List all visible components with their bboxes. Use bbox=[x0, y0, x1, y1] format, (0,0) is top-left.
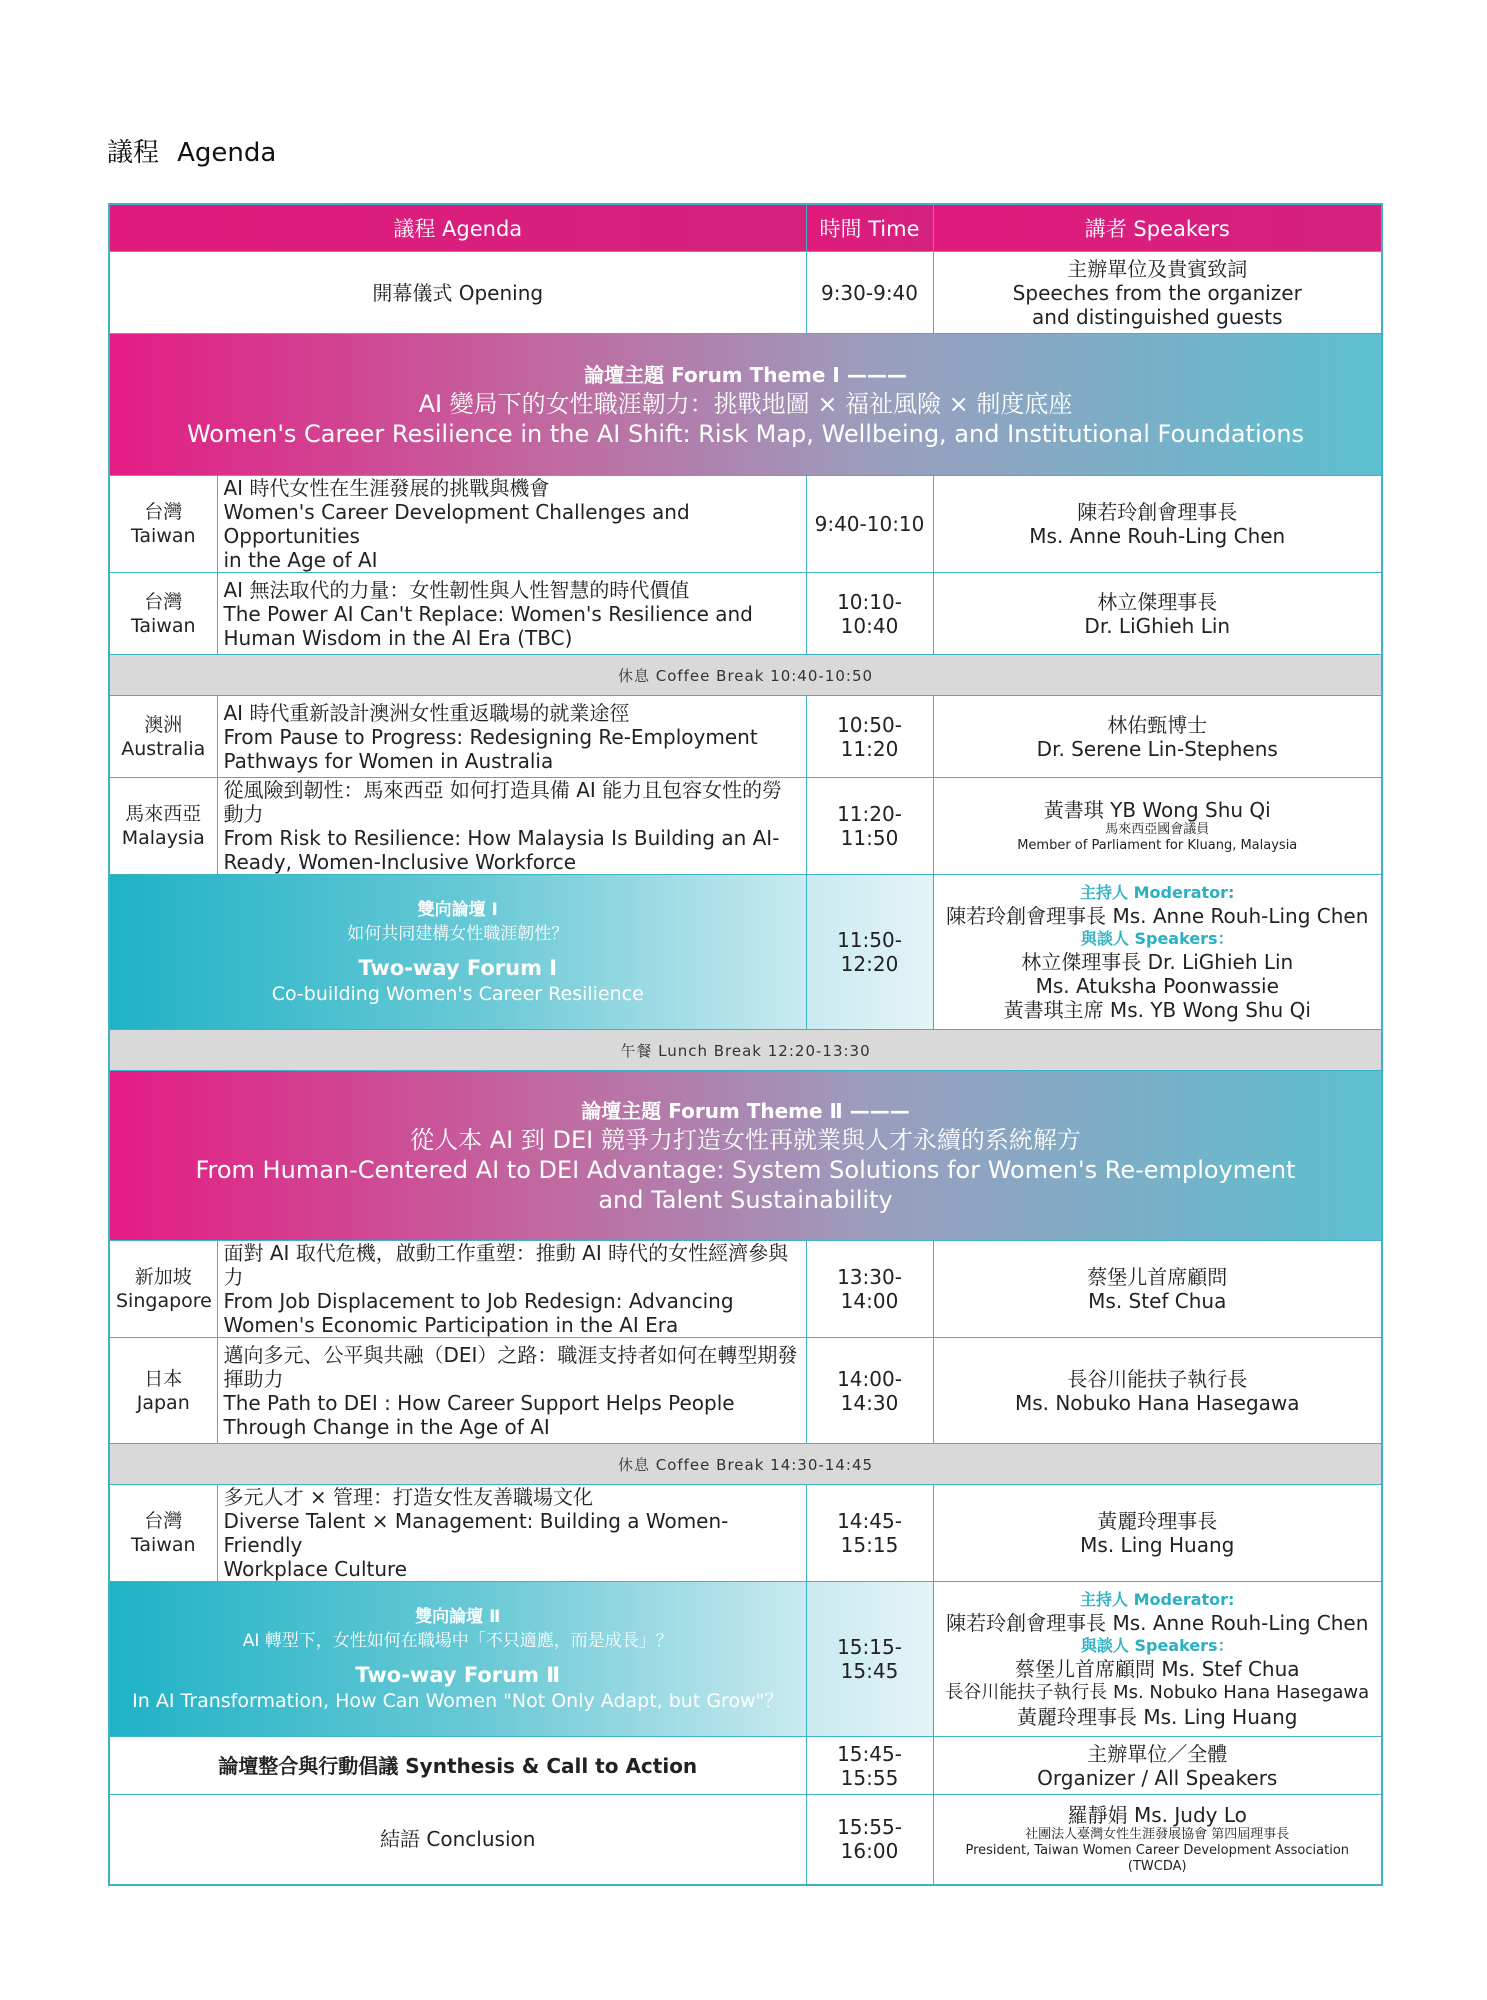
region: 馬來西亞 Malaysia bbox=[109, 778, 217, 875]
session-row bbox=[109, 1485, 1382, 1582]
synthesis-speaker: 主辦單位／全體 Organizer / All Speakers bbox=[933, 1737, 1382, 1795]
conclusion-time: 15:55-16:00 bbox=[806, 1795, 933, 1885]
synthesis-row bbox=[109, 1737, 1382, 1795]
forum-title: 雙向論壇 Ⅱ AI 轉型下，女性如何在職場中「不只適應，而是成長」？ Two-way Forum Ⅱ In AI Transformation, How Can Women "Not Only Adapt, but Grow"？ bbox=[109, 1582, 806, 1737]
session-time: 10:10-10:40 bbox=[806, 573, 933, 655]
opening-row bbox=[109, 252, 1382, 334]
two-way-forum-2 bbox=[109, 1582, 1382, 1737]
session-time: 13:30-14:00 bbox=[806, 1241, 933, 1338]
session-speaker: 陳若玲創會理事長 Ms. Anne Rouh-Ling Chen bbox=[933, 476, 1382, 573]
opening-time: 9:30-9:40 bbox=[806, 252, 933, 334]
coffee-break-row: 休息 Coffee Break 14:30-14:45 bbox=[109, 1444, 1382, 1485]
coffee-break-row: 休息 Coffee Break 10:40-10:50 bbox=[109, 655, 1382, 696]
page-title: 議程 Agenda bbox=[107, 138, 277, 168]
synthesis-title: 論壇整合與行動倡議 Synthesis & Call to Action bbox=[109, 1737, 806, 1795]
session-row bbox=[109, 476, 1382, 573]
conclusion-speaker: 羅靜娟 Ms. Judy Lo 社團法人臺灣女性生涯發展協會 第四屆理事長 President, Taiwan Women Career Development Association (TWCDA) bbox=[933, 1795, 1382, 1885]
region: 日本 Japan bbox=[109, 1338, 217, 1444]
session-title: 多元人才 × 管理：打造女性友善職場文化 Diverse Talent × Management: Building a Women-Friendly Workplace Culture bbox=[217, 1485, 806, 1582]
forum-theme-2 bbox=[109, 1071, 1382, 1241]
session-time: 14:45-15:15 bbox=[806, 1485, 933, 1582]
opening-title: 開幕儀式 Opening bbox=[109, 252, 806, 334]
theme-label: 論壇主題 Forum Theme Ⅱ ——— bbox=[581, 1098, 910, 1123]
session-speaker: 長谷川能扶子執行長 Ms. Nobuko Hana Hasegawa bbox=[933, 1338, 1382, 1444]
theme-title-zh: 從人本 AI 到 DEI 競爭力打造女性再就業與人才永續的系統解方 bbox=[410, 1125, 1081, 1154]
region: 澳洲 Australia bbox=[109, 696, 217, 778]
session-row bbox=[109, 1338, 1382, 1444]
session-title: 面對 AI 取代危機，啟動工作重塑：推動 AI 時代的女性經濟參與力 From Job Displacement to Job Redesign: Advancing Women's Economic Participation in the AI Era bbox=[217, 1241, 806, 1338]
region: 台灣 Taiwan bbox=[109, 573, 217, 655]
theme-title-en-2: and Talent Sustainability bbox=[598, 1185, 893, 1214]
theme-title-en: From Human-Centered AI to DEI Advantage: System Solutions for Women's Re-employment bbox=[195, 1155, 1296, 1184]
theme-label: 論壇主題 Forum Theme Ⅰ ——— bbox=[584, 362, 907, 387]
lunch-break-row: 午餐 Lunch Break 12:20-13:30 bbox=[109, 1030, 1382, 1071]
forum-speakers: 主持人 Moderator: 陳若玲創會理事長 Ms. Anne Rouh-Ling Chen 與談人 Speakers： 林立傑理事長 Dr. LiGhieh Lin Ms. Atuksha Poonwassie 黃書琪主席 Ms. YB Wong Shu Qi bbox=[933, 875, 1382, 1030]
session-title: AI 時代女性在生涯發展的挑戰與機會 Women's Career Development Challenges and Opportunities in the Age of AI bbox=[217, 476, 806, 573]
header-speakers: 講者 Speakers bbox=[933, 204, 1382, 252]
session-row bbox=[109, 1241, 1382, 1338]
table-header bbox=[109, 204, 1382, 252]
forum-speakers: 主持人 Moderator: 陳若玲創會理事長 Ms. Anne Rouh-Ling Chen 與談人 Speakers： 蔡堡儿首席顧問 Ms. Stef Chua 長谷川能扶子執行長 Ms. Nobuko Hana Hasegawa 黃麗玲理事長 Ms. Ling Huang bbox=[933, 1582, 1382, 1737]
opening-speaker: 主辦單位及貴賓致詞 Speeches from the organizer and distinguished guests bbox=[933, 252, 1382, 334]
region: 新加坡 Singapore bbox=[109, 1241, 217, 1338]
forum-time: 15:15-15:45 bbox=[806, 1582, 933, 1737]
session-title: AI 時代重新設計澳洲女性重返職場的就業途徑 From Pause to Progress: Redesigning Re-Employment Pathways for Women in Australia bbox=[217, 696, 806, 778]
session-title: 邁向多元、公平與共融（DEI）之路：職涯支持者如何在轉型期發 揮助力 The Path to DEI : How Career Support Helps People Through Change in the Age of AI bbox=[217, 1338, 806, 1444]
session-time: 14:00-14:30 bbox=[806, 1338, 933, 1444]
region: 台灣 Taiwan bbox=[109, 1485, 217, 1582]
agenda-table bbox=[108, 203, 1383, 1886]
header-agenda: 議程 Agenda bbox=[109, 204, 806, 252]
session-title: 從風險到韌性：馬來西亞 如何打造具備 AI 能力且包容女性的勞動力 From Risk to Resilience: How Malaysia Is Building an AI- Ready, Women-Inclusive Workforce bbox=[217, 778, 806, 875]
forum-time: 11:50-12:20 bbox=[806, 875, 933, 1030]
theme-title-en: Women's Career Resilience in the AI Shift: Risk Map, Wellbeing, and Institutional Foundations bbox=[186, 419, 1305, 448]
two-way-forum-1 bbox=[109, 875, 1382, 1030]
session-speaker: 林佑甄博士 Dr. Serene Lin-Stephens bbox=[933, 696, 1382, 778]
conclusion-title: 結語 Conclusion bbox=[109, 1795, 806, 1885]
session-time: 10:50-11:20 bbox=[806, 696, 933, 778]
session-title: AI 無法取代的力量：女性韌性與人性智慧的時代價值 The Power AI Can't Replace: Women's Resilience and Human Wisdom in the AI Era (TBC) bbox=[217, 573, 806, 655]
conclusion-row bbox=[109, 1795, 1382, 1885]
region: 台灣 Taiwan bbox=[109, 476, 217, 573]
session-row bbox=[109, 696, 1382, 778]
forum-title: 雙向論壇 Ⅰ 如何共同建構女性職涯韌性？ Two-way Forum Ⅰ Co-building Women's Career Resilience bbox=[109, 875, 806, 1030]
session-speaker: 黃書琪 YB Wong Shu Qi 馬來西亞國會議員 Member of Parliament for Kluang, Malaysia bbox=[933, 778, 1382, 875]
session-time: 9:40-10:10 bbox=[806, 476, 933, 573]
session-row bbox=[109, 778, 1382, 875]
synthesis-time: 15:45-15:55 bbox=[806, 1737, 933, 1795]
session-row bbox=[109, 573, 1382, 655]
session-speaker: 林立傑理事長 Dr. LiGhieh Lin bbox=[933, 573, 1382, 655]
session-time: 11:20-11:50 bbox=[806, 778, 933, 875]
session-speaker: 蔡堡儿首席顧問 Ms. Stef Chua bbox=[933, 1241, 1382, 1338]
header-time: 時間 Time bbox=[806, 204, 933, 252]
theme-title-zh: AI 變局下的女性職涯韌力：挑戰地圖 × 福祉風險 × 制度底座 bbox=[418, 389, 1073, 418]
forum-theme-1 bbox=[109, 334, 1382, 476]
session-speaker: 黃麗玲理事長 Ms. Ling Huang bbox=[933, 1485, 1382, 1582]
